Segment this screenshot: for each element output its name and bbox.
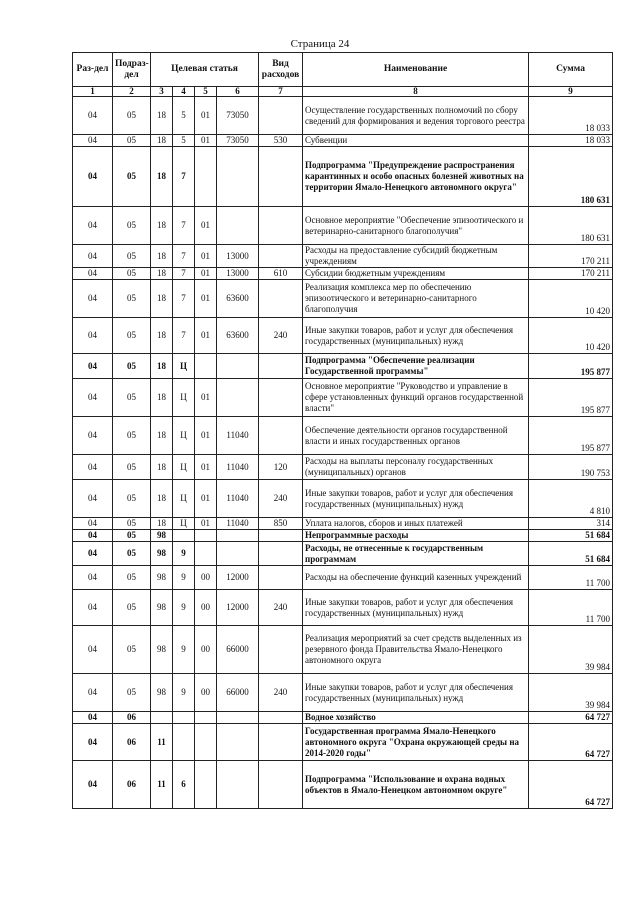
vid-rashodov-cell [259,542,303,566]
summa-cell: 180 631 [529,147,613,207]
podrazdel-cell: 05 [113,480,151,518]
naimenovanie-cell: Субвенции [303,135,529,147]
naimenovanie-cell: Иные закупки товаров, работ и услуг для обеспечения государственных (муниципальных) нужд [303,590,529,626]
summa-cell: 18 033 [529,97,613,135]
table-row [73,379,613,417]
podrazdel-cell: 05 [113,354,151,379]
razdel-cell: 04 [73,268,113,280]
celevaya-3-cell [195,530,217,542]
celevaya-3-cell [195,542,217,566]
vid-rashodov-cell [259,530,303,542]
celevaya-4-cell [217,761,259,809]
celevaya-3-cell: 01 [195,268,217,280]
razdel-cell: 04 [73,379,113,417]
table-row [73,542,613,566]
celevaya-3-cell: 01 [195,455,217,480]
naimenovanie-cell: Субсидии бюджетным учреждениям [303,268,529,280]
vid-rashodov-cell: 240 [259,590,303,626]
celevaya-3-cell [195,354,217,379]
celevaya-3-cell: 01 [195,379,217,417]
celevaya-1-cell: 18 [151,245,173,268]
celevaya-2-cell: 6 [173,761,195,809]
celevaya-1-cell: 18 [151,318,173,354]
celevaya-3-cell: 01 [195,480,217,518]
vid-rashodov-cell: 240 [259,480,303,518]
vid-rashodov-cell [259,626,303,674]
celevaya-1-cell: 18 [151,97,173,135]
podrazdel-cell: 05 [113,207,151,245]
summa-cell: 39 984 [529,626,613,674]
summa-cell: 11 700 [529,590,613,626]
celevaya-3-cell: 00 [195,674,217,712]
celevaya-4-cell: 12000 [217,566,259,590]
celevaya-4-cell: 73050 [217,97,259,135]
table-row [73,674,613,712]
vid-rashodov-cell [259,354,303,379]
celevaya-2-cell: 5 [173,97,195,135]
celevaya-3-cell: 01 [195,318,217,354]
razdel-cell: 04 [73,207,113,245]
celevaya-3-cell: 00 [195,566,217,590]
celevaya-3-cell: 00 [195,626,217,674]
naimenovanie-cell: Расходы, не отнесенные к государственным программам [303,542,529,566]
podrazdel-cell: 05 [113,590,151,626]
vid-rashodov-cell [259,245,303,268]
podrazdel-cell: 05 [113,542,151,566]
celevaya-4-cell: 66000 [217,626,259,674]
summa-cell: 4 810 [529,480,613,518]
celevaya-2-cell: Ц [173,379,195,417]
table-row [73,318,613,354]
podrazdel-cell: 05 [113,566,151,590]
celevaya-1-cell: 18 [151,207,173,245]
celevaya-2-cell: 7 [173,245,195,268]
summa-cell: 170 211 [529,245,613,268]
celevaya-3-cell: 01 [195,245,217,268]
celevaya-1-cell: 98 [151,530,173,542]
razdel-cell: 04 [73,712,113,724]
naimenovanie-cell: Непрограммные расходы [303,530,529,542]
summa-cell: 64 727 [529,761,613,809]
summa-cell: 10 420 [529,318,613,354]
podrazdel-cell: 05 [113,318,151,354]
vid-rashodov-cell [259,280,303,318]
naimenovanie-cell: Водное хозяйство [303,712,529,724]
podrazdel-cell: 05 [113,97,151,135]
celevaya-1-cell: 18 [151,518,173,530]
celevaya-1-cell: 18 [151,379,173,417]
table-row [73,245,613,268]
razdel-cell: 04 [73,724,113,761]
table-row [73,354,613,379]
celevaya-3-cell [195,712,217,724]
naimenovanie-cell: Подпрограмма "Предупреждение распространения карантинных и особо опасных болезней животных на территории Ямало-Ненецкого автономного округа" [303,147,529,207]
podrazdel-cell: 05 [113,245,151,268]
celevaya-1-cell: 18 [151,480,173,518]
naimenovanie-cell: Уплата налогов, сборов и иных платежей [303,518,529,530]
col-index: 3 [151,87,173,97]
naimenovanie-cell: Иные закупки товаров, работ и услуг для обеспечения государственных (муниципальных) нужд [303,674,529,712]
naimenovanie-cell: Реализация мероприятий за счет средств выделенных из резервного фонда Правительства Ямало-Ненецкого автономного округа [303,626,529,674]
table-row [73,207,613,245]
summa-cell: 180 631 [529,207,613,245]
celevaya-4-cell [217,530,259,542]
table-row [73,417,613,455]
podrazdel-cell: 06 [113,712,151,724]
podrazdel-cell: 05 [113,518,151,530]
celevaya-2-cell [173,530,195,542]
razdel-cell: 04 [73,761,113,809]
summa-cell: 170 211 [529,268,613,280]
podrazdel-cell: 05 [113,674,151,712]
celevaya-3-cell: 01 [195,97,217,135]
table-row [73,761,613,809]
razdel-cell: 04 [73,318,113,354]
celevaya-3-cell: 01 [195,417,217,455]
celevaya-4-cell [217,724,259,761]
header-vid-rashodov: Вид расходов [259,53,303,87]
col-index: 1 [73,87,113,97]
razdel-cell: 04 [73,354,113,379]
celevaya-4-cell: 66000 [217,674,259,712]
celevaya-1-cell: 98 [151,542,173,566]
table-row [73,97,613,135]
col-index: 2 [113,87,151,97]
podrazdel-cell: 05 [113,135,151,147]
vid-rashodov-cell [259,712,303,724]
celevaya-3-cell: 01 [195,207,217,245]
table-row [73,480,613,518]
celevaya-4-cell: 11040 [217,455,259,480]
naimenovanie-cell: Подпрограмма "Использование и охрана водных объектов в Ямало-Ненецком автономном округе" [303,761,529,809]
table-row [73,712,613,724]
celevaya-1-cell: 18 [151,417,173,455]
summa-cell: 18 033 [529,135,613,147]
table-row [73,566,613,590]
celevaya-1-cell: 18 [151,455,173,480]
table-row [73,724,613,761]
vid-rashodov-cell [259,97,303,135]
summa-cell: 39 984 [529,674,613,712]
razdel-cell: 04 [73,530,113,542]
razdel-cell: 04 [73,518,113,530]
celevaya-4-cell [217,147,259,207]
celevaya-1-cell: 18 [151,354,173,379]
celevaya-4-cell [217,712,259,724]
summa-cell: 64 727 [529,712,613,724]
celevaya-1-cell: 18 [151,135,173,147]
celevaya-2-cell: Ц [173,455,195,480]
vid-rashodov-cell [259,417,303,455]
celevaya-3-cell [195,761,217,809]
razdel-cell: 04 [73,245,113,268]
vid-rashodov-cell [259,379,303,417]
celevaya-2-cell: 7 [173,280,195,318]
table-row [73,518,613,530]
table-row [73,626,613,674]
header-podrazdel: Подраз-дел [113,53,151,87]
summa-cell: 10 420 [529,280,613,318]
podrazdel-cell: 06 [113,724,151,761]
podrazdel-cell: 05 [113,530,151,542]
podrazdel-cell: 05 [113,268,151,280]
celevaya-4-cell: 11040 [217,417,259,455]
naimenovanie-cell: Расходы на обеспечение функций казенных учреждений [303,566,529,590]
razdel-cell: 04 [73,480,113,518]
razdel-cell: 04 [73,590,113,626]
summa-cell: 64 727 [529,724,613,761]
col-index: 9 [529,87,613,97]
celevaya-4-cell: 13000 [217,245,259,268]
naimenovanie-cell: Реализация комплекса мер по обеспечению эпизоотического и ветеринарно-санитарного благополучия [303,280,529,318]
razdel-cell: 04 [73,566,113,590]
naimenovanie-cell: Основное мероприятие "Руководство и управление в сфере установленных функций органов государственной власти" [303,379,529,417]
celevaya-1-cell: 18 [151,268,173,280]
celevaya-2-cell: 5 [173,135,195,147]
celevaya-1-cell: 98 [151,566,173,590]
vid-rashodov-cell: 850 [259,518,303,530]
summa-cell: 51 684 [529,542,613,566]
celevaya-2-cell [173,712,195,724]
vid-rashodov-cell: 530 [259,135,303,147]
header-summa: Сумма [529,53,613,87]
razdel-cell: 04 [73,280,113,318]
celevaya-4-cell: 63600 [217,280,259,318]
naimenovanie-cell: Иные закупки товаров, работ и услуг для обеспечения государственных (муниципальных) нужд [303,480,529,518]
naimenovanie-cell: Осуществление государственных полномочий по сбору сведений для формирования и ведения торгового реестра [303,97,529,135]
celevaya-4-cell: 11040 [217,480,259,518]
celevaya-3-cell [195,147,217,207]
naimenovanie-cell: Подпрограмма "Обеспечение реализации Государственной программы" [303,354,529,379]
header-celevaya-statya: Целевая статья [151,53,259,87]
celevaya-4-cell: 13000 [217,268,259,280]
celevaya-3-cell: 01 [195,280,217,318]
vid-rashodov-cell: 610 [259,268,303,280]
table-row [73,280,613,318]
celevaya-4-cell [217,379,259,417]
razdel-cell: 04 [73,97,113,135]
table-row [73,590,613,626]
celevaya-4-cell: 73050 [217,135,259,147]
celevaya-1-cell: 18 [151,147,173,207]
podrazdel-cell: 05 [113,417,151,455]
vid-rashodov-cell [259,761,303,809]
col-index: 6 [217,87,259,97]
naimenovanie-cell: Иные закупки товаров, работ и услуг для обеспечения государственных (муниципальных) нужд [303,318,529,354]
razdel-cell: 04 [73,417,113,455]
celevaya-2-cell: 9 [173,674,195,712]
celevaya-4-cell: 11040 [217,518,259,530]
vid-rashodov-cell [259,207,303,245]
summa-cell: 195 877 [529,354,613,379]
vid-rashodov-cell [259,147,303,207]
razdel-cell: 04 [73,455,113,480]
col-index: 8 [303,87,529,97]
razdel-cell: 04 [73,626,113,674]
podrazdel-cell: 05 [113,626,151,674]
table-row [73,268,613,280]
page-number: Страница 24 [290,38,350,50]
naimenovanie-cell: Государственная программа Ямало-Ненецкого автономного округа "Охрана окружающей среды на 2014-2020 годы" [303,724,529,761]
celevaya-2-cell: 9 [173,566,195,590]
summa-cell: 314 [529,518,613,530]
vid-rashodov-cell: 240 [259,674,303,712]
podrazdel-cell: 06 [113,761,151,809]
header-naimenovanie: Наименование [303,53,529,87]
celevaya-1-cell: 98 [151,626,173,674]
column-index-row [73,87,613,97]
razdel-cell: 04 [73,674,113,712]
celevaya-3-cell: 01 [195,135,217,147]
summa-cell: 51 684 [529,530,613,542]
celevaya-3-cell: 01 [195,518,217,530]
celevaya-1-cell: 98 [151,674,173,712]
summa-cell: 195 877 [529,417,613,455]
razdel-cell: 04 [73,135,113,147]
podrazdel-cell: 05 [113,280,151,318]
celevaya-2-cell: Ц [173,354,195,379]
budget-table [72,52,613,809]
vid-rashodov-cell: 120 [259,455,303,480]
celevaya-4-cell [217,207,259,245]
celevaya-2-cell: 7 [173,207,195,245]
celevaya-1-cell: 11 [151,761,173,809]
col-index: 4 [173,87,195,97]
celevaya-4-cell: 12000 [217,590,259,626]
celevaya-2-cell: 7 [173,147,195,207]
celevaya-3-cell [195,724,217,761]
celevaya-1-cell: 98 [151,590,173,626]
table-row [73,147,613,207]
celevaya-2-cell: 7 [173,268,195,280]
celevaya-2-cell: 9 [173,590,195,626]
podrazdel-cell: 05 [113,455,151,480]
naimenovanie-cell: Основное мероприятие "Обеспечение эпизоотического и ветеринарно-санитарного благополучия" [303,207,529,245]
header-razdel: Раз-дел [73,53,113,87]
celevaya-1-cell: 18 [151,280,173,318]
celevaya-2-cell [173,724,195,761]
naimenovanie-cell: Расходы на выплаты персоналу государственных (муниципальных) органов [303,455,529,480]
celevaya-2-cell: Ц [173,480,195,518]
summa-cell: 11 700 [529,566,613,590]
celevaya-4-cell [217,354,259,379]
celevaya-4-cell [217,542,259,566]
col-index: 7 [259,87,303,97]
celevaya-4-cell: 63600 [217,318,259,354]
celevaya-1-cell [151,712,173,724]
podrazdel-cell: 05 [113,379,151,417]
celevaya-2-cell: 9 [173,626,195,674]
table-row [73,530,613,542]
table-row [73,455,613,480]
celevaya-3-cell: 00 [195,590,217,626]
vid-rashodov-cell: 240 [259,318,303,354]
razdel-cell: 04 [73,147,113,207]
celevaya-2-cell: Ц [173,518,195,530]
summa-cell: 195 877 [529,379,613,417]
col-index: 5 [195,87,217,97]
vid-rashodov-cell [259,566,303,590]
celevaya-2-cell: 9 [173,542,195,566]
celevaya-2-cell: Ц [173,417,195,455]
vid-rashodov-cell [259,724,303,761]
summa-cell: 190 753 [529,455,613,480]
table-row [73,135,613,147]
celevaya-2-cell: 7 [173,318,195,354]
razdel-cell: 04 [73,542,113,566]
naimenovanie-cell: Расходы на предоставление субсидий бюджетным учреждениям [303,245,529,268]
celevaya-1-cell: 11 [151,724,173,761]
podrazdel-cell: 05 [113,147,151,207]
naimenovanie-cell: Обеспечение деятельности органов государственной власти и иных государственных органов [303,417,529,455]
